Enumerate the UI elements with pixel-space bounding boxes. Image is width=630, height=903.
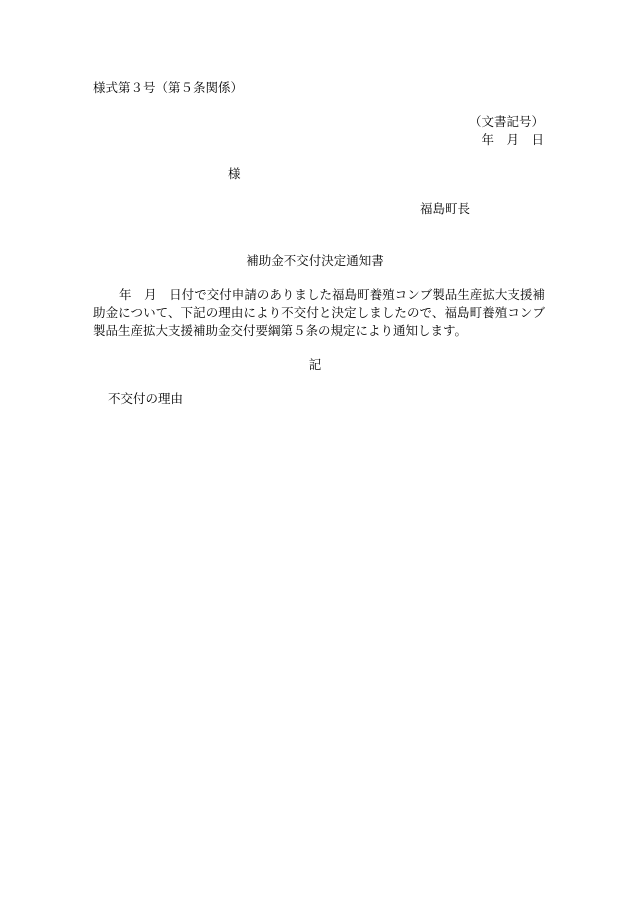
- body-paragraph: [93, 286, 545, 340]
- document-number: （文書記号）: [468, 114, 544, 129]
- ki-heading: 記: [308, 357, 322, 372]
- issuer-name: 福島町長: [420, 201, 471, 216]
- form-number: 様式第３号（第５条関係）: [93, 80, 244, 95]
- reason-label: 不交付の理由: [108, 391, 184, 406]
- body-text: 年 月 日付で交付申請のありました福島町養殖コンブ製品生産拡大支援補助金について、下記の理由により不交付と決定しましたので、福島町養殖コンブ製品生産拡大支援補助金交付要綱第５条の規定により通知します。: [93, 287, 545, 338]
- addressee-honorific: 様: [228, 166, 241, 181]
- document-date: 年 月 日: [481, 132, 544, 147]
- document-title: 補助金不交付決定通知書: [246, 253, 384, 268]
